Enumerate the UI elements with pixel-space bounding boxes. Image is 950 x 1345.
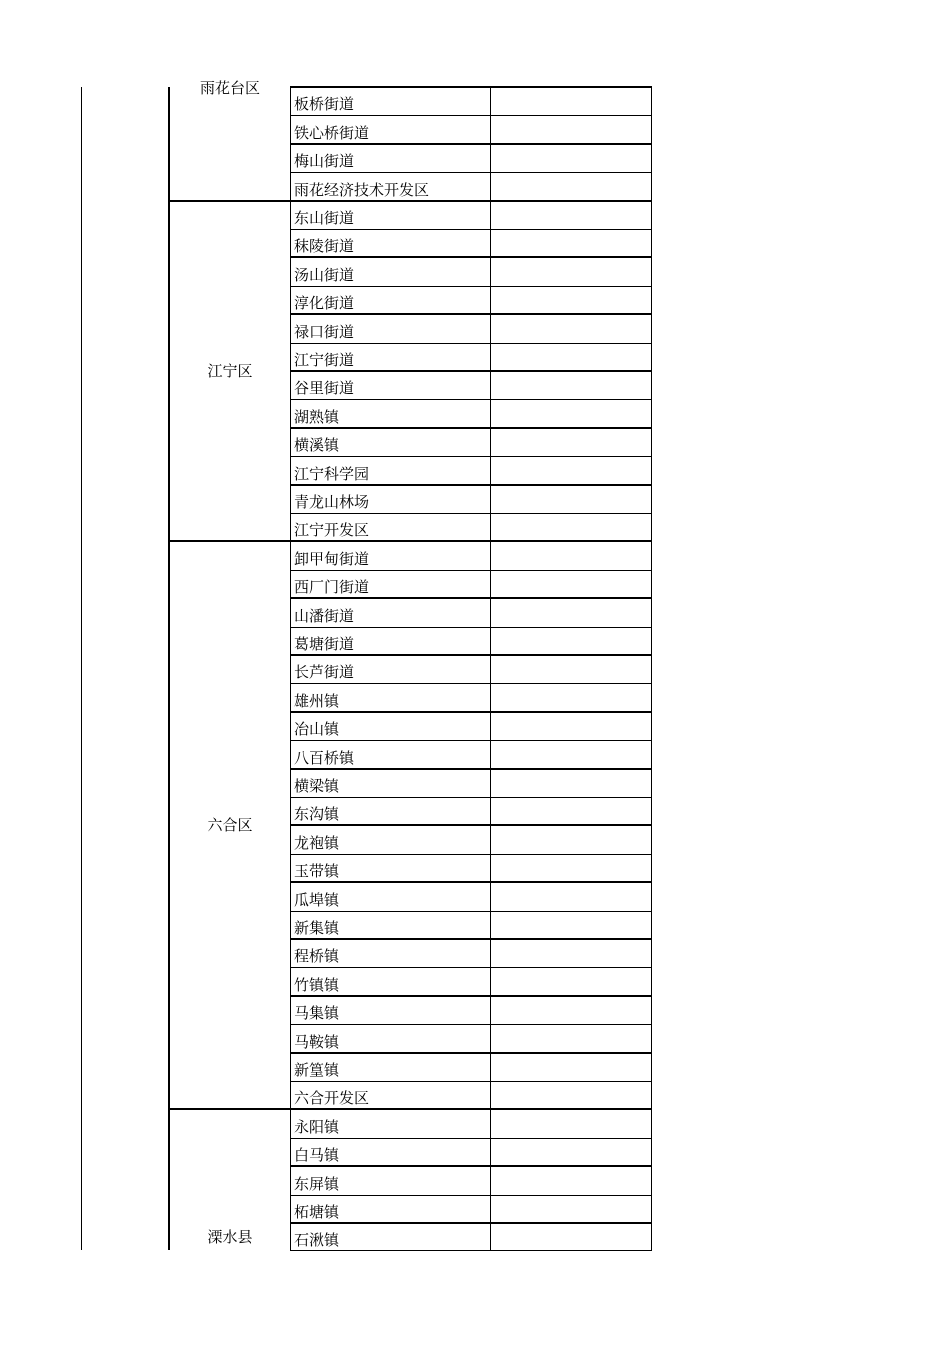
subdivision-name: 江宁街道 <box>294 350 355 369</box>
district-name: 六合区 <box>207 816 253 835</box>
row-border <box>290 711 652 713</box>
subdivision-value-cell[interactable] <box>492 400 649 426</box>
row-border <box>290 740 652 741</box>
row-border <box>290 256 652 258</box>
subdivision-name: 江宁开发区 <box>294 521 370 540</box>
row-border <box>290 286 652 287</box>
table-row <box>290 513 651 541</box>
table-row <box>290 286 651 314</box>
subdivision-name: 葛塘街道 <box>294 634 355 653</box>
row-border <box>290 1081 652 1082</box>
row-border <box>290 1052 652 1054</box>
subdivision-value-cell[interactable] <box>492 798 649 824</box>
subdivision-name: 横梁镇 <box>294 776 340 795</box>
table-row <box>290 911 651 939</box>
subdivision-name: 东屏镇 <box>294 1174 340 1193</box>
subdivision-name: 汤山街道 <box>294 265 355 284</box>
sub-left-border <box>290 87 291 1250</box>
row-border <box>290 115 652 116</box>
row-border <box>290 797 652 798</box>
subdivision-name: 程桥镇 <box>294 947 340 966</box>
subdivision-value-cell[interactable] <box>492 770 649 796</box>
subdivision-value-cell[interactable] <box>492 855 649 881</box>
subdivision-name: 新篁镇 <box>294 1060 340 1079</box>
table-row <box>290 201 651 229</box>
subdivision-name: 雨花经济技术开发区 <box>294 180 430 199</box>
subdivision-value-cell[interactable] <box>492 344 649 370</box>
table-row <box>290 399 651 427</box>
row-border <box>290 597 652 599</box>
subdivision-value-cell[interactable] <box>492 1139 649 1165</box>
subdivision-name: 竹镇镇 <box>294 975 340 994</box>
table-row <box>290 712 651 740</box>
row-border <box>290 824 652 826</box>
table-row <box>290 229 651 257</box>
table-row <box>290 598 651 626</box>
table-row <box>290 428 651 456</box>
subdivision-name: 梅山街道 <box>294 152 355 171</box>
row-border <box>290 938 652 940</box>
subdivision-name: 龙袍镇 <box>294 833 340 852</box>
row-border <box>290 654 652 656</box>
table-row <box>290 797 651 825</box>
row-border <box>290 627 652 628</box>
row-border <box>290 1138 652 1139</box>
table-row <box>290 115 651 143</box>
row-border <box>290 1108 652 1110</box>
value-left-border <box>490 87 491 1250</box>
row-border <box>290 540 652 542</box>
subdivision-name: 横溪镇 <box>294 436 340 455</box>
table-row <box>290 655 651 683</box>
subdivision-name: 玉带镇 <box>294 862 340 881</box>
subdivision-name: 六合开发区 <box>294 1089 370 1108</box>
table-row <box>290 1081 651 1109</box>
subdivision-name: 石湫镇 <box>294 1231 340 1250</box>
table-row <box>290 1109 651 1137</box>
subdivision-name: 新集镇 <box>294 918 340 937</box>
subdivision-value-cell[interactable] <box>492 1110 649 1136</box>
table-row <box>290 172 651 200</box>
subdivision-value-cell[interactable] <box>492 315 649 341</box>
subdivision-name: 马集镇 <box>294 1004 340 1023</box>
row-border <box>290 86 652 88</box>
table-row <box>290 996 651 1024</box>
table-row <box>290 87 651 115</box>
subdivision-value-cell[interactable] <box>492 116 649 142</box>
district-border <box>168 200 290 202</box>
row-border <box>290 911 652 912</box>
row-border <box>290 768 652 770</box>
subdivision-value-cell[interactable] <box>492 1167 649 1193</box>
table-row <box>290 343 651 371</box>
subdivision-value-cell[interactable] <box>492 1054 649 1080</box>
district-name: 江宁区 <box>207 362 253 380</box>
subdivision-value-cell[interactable] <box>492 429 649 455</box>
subdivision-name: 瓜埠镇 <box>294 890 340 909</box>
district-name: 雨花台区 <box>199 79 260 97</box>
subdivision-name: 西厂门街道 <box>294 578 370 597</box>
subdivision-value-cell[interactable] <box>492 713 649 739</box>
table-row <box>290 314 651 342</box>
subdivision-value-cell[interactable] <box>492 230 649 256</box>
subdivision-value-cell[interactable] <box>492 486 649 512</box>
district-border <box>168 1108 290 1110</box>
subdivision-value-cell[interactable] <box>492 826 649 852</box>
subdivision-value-cell[interactable] <box>492 457 649 483</box>
subdivision-name: 东山街道 <box>294 208 355 227</box>
table-row <box>290 485 651 513</box>
subdivision-value-cell[interactable] <box>492 542 649 568</box>
subdivision-name: 卸甲甸街道 <box>294 549 370 568</box>
subdivision-value-cell[interactable] <box>492 1224 649 1250</box>
table-row <box>290 769 651 797</box>
subdivision-value-cell[interactable] <box>492 1082 649 1108</box>
subdivision-value-cell[interactable] <box>492 599 649 625</box>
subdivision-value-cell[interactable] <box>492 202 649 228</box>
subdivision-value-cell[interactable] <box>492 628 649 654</box>
subdivision-name: 八百桥镇 <box>294 748 355 767</box>
subdivision-name: 青龙山林场 <box>294 492 370 511</box>
row-border <box>290 854 652 855</box>
subdivision-name: 白马镇 <box>294 1146 340 1165</box>
subdivision-name: 山潘街道 <box>294 606 355 625</box>
row-border <box>290 143 652 145</box>
table-row <box>290 1138 651 1166</box>
subdivision-value-cell[interactable] <box>492 571 649 597</box>
subdivision-name: 禄口街道 <box>294 322 355 341</box>
row-border <box>290 370 652 372</box>
table-row <box>290 939 651 967</box>
table-row <box>290 456 651 484</box>
row-border <box>290 229 652 230</box>
row-border <box>290 1222 652 1224</box>
subdivision-name: 板桥街道 <box>294 95 355 114</box>
row-border <box>290 570 652 571</box>
table-row <box>290 1223 651 1251</box>
row-border <box>290 427 652 429</box>
row-border <box>290 484 652 486</box>
table-row <box>290 825 651 853</box>
table-row <box>290 882 651 910</box>
subdivision-name: 长芦街道 <box>294 663 355 682</box>
subdivision-value-cell[interactable] <box>492 258 649 284</box>
district-border <box>168 540 290 542</box>
table-row <box>290 371 651 399</box>
subdivision-value-cell[interactable] <box>492 883 649 909</box>
subdivision-name: 谷里街道 <box>294 379 355 398</box>
subdivision-name: 冶山镇 <box>294 720 340 739</box>
subdivision-value-cell[interactable] <box>492 912 649 938</box>
table-row <box>290 1053 651 1081</box>
subdivision-name: 秣陵街道 <box>294 237 355 256</box>
subdivision-value-cell[interactable] <box>492 1196 649 1222</box>
row-border <box>290 967 652 968</box>
subdivision-value-cell[interactable] <box>492 656 649 682</box>
row-border <box>290 513 652 514</box>
value-right-border <box>651 87 652 1251</box>
subdivision-name: 湖熟镇 <box>294 407 340 426</box>
table-row <box>290 740 651 768</box>
subdivision-value-cell[interactable] <box>492 940 649 966</box>
subdivision-name: 江宁科学园 <box>294 464 370 483</box>
row-border <box>290 343 652 344</box>
table-row <box>290 570 651 598</box>
subdivision-name: 马鞍镇 <box>294 1032 340 1051</box>
subdivision-name: 柘塘镇 <box>294 1202 340 1221</box>
district-name: 溧水县 <box>207 1228 253 1246</box>
subdivision-value-cell[interactable] <box>492 684 649 710</box>
subdivision-name: 雄州镇 <box>294 691 340 710</box>
subdivision-value-cell[interactable] <box>492 741 649 767</box>
subdivision-value-cell[interactable] <box>492 88 649 114</box>
outer-left-border <box>81 87 82 1250</box>
table-row <box>290 627 651 655</box>
subdivision-value-cell[interactable] <box>492 1025 649 1051</box>
table-row <box>290 144 651 172</box>
table-row <box>290 1195 651 1223</box>
row-border <box>290 1195 652 1196</box>
table-row <box>290 541 651 569</box>
row-border <box>290 683 652 684</box>
table-row <box>290 257 651 285</box>
row-border <box>290 172 652 173</box>
row-border <box>290 313 652 315</box>
subdivision-value-cell[interactable] <box>492 287 649 313</box>
row-border <box>290 1024 652 1025</box>
subdivision-name: 东沟镇 <box>294 805 340 824</box>
subdivision-name: 铁心桥街道 <box>294 123 370 142</box>
subdivision-value-cell[interactable] <box>492 145 649 171</box>
table-row <box>290 683 651 711</box>
subdivision-value-cell[interactable] <box>492 173 649 199</box>
table-row <box>290 1024 651 1052</box>
subdivision-name: 淳化街道 <box>294 294 355 313</box>
row-border <box>290 1165 652 1167</box>
district-left-border <box>168 87 170 1250</box>
subdivision-value-cell[interactable] <box>492 997 649 1023</box>
table-row <box>290 967 651 995</box>
subdivision-value-cell[interactable] <box>492 514 649 540</box>
row-border <box>290 399 652 400</box>
row-border <box>290 995 652 997</box>
table-row <box>290 1166 651 1194</box>
subdivision-value-cell[interactable] <box>492 372 649 398</box>
subdivision-name: 永阳镇 <box>294 1117 340 1136</box>
table-row <box>290 854 651 882</box>
row-border <box>290 881 652 883</box>
row-border <box>290 200 652 202</box>
subdivision-value-cell[interactable] <box>492 968 649 994</box>
row-border <box>290 456 652 457</box>
table-bottom-border <box>290 1250 652 1251</box>
